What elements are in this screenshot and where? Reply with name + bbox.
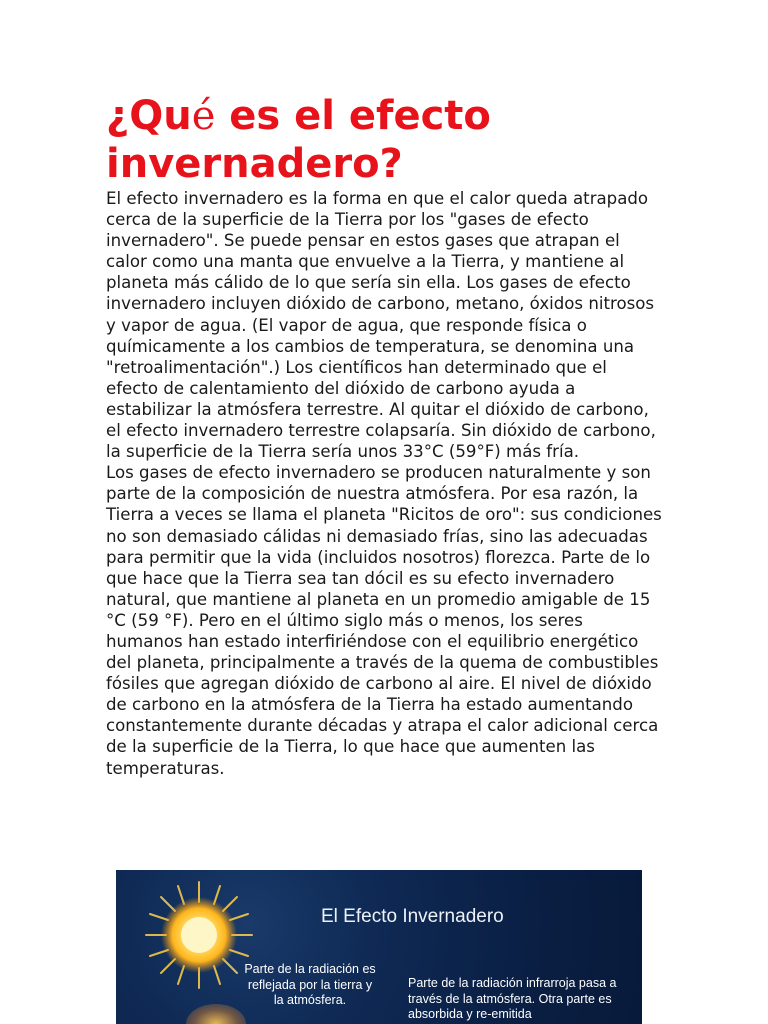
title-part-2: é [191, 93, 216, 139]
figure-caption-reflected: Parte de la radiación es reflejada por la tierra y la atmósfera. [244, 962, 376, 1007]
paragraph-2: Los gases de efecto invernadero se producen naturalmente y son parte de la composición de nuestra atmósfera. Por esa razón, la Tierra a veces se llama el planeta "Ricitos de oro": sus condiciones no son demasiado cálidas ni demasiado frías, sino las adecuadas para permitir que la vida (incluidos nosotros) florezca. Parte de lo que hace que la Tierra sea tan dócil es su efecto invernadero natural, que mantiene al planeta en un promedio amigable de 15 °C (59 °F). Pero en el último siglo más o menos, los seres humanos han estado interfiriéndose con el equilibrio energético del planeta, principalmente a través de la quema de combustibles fósiles que agregan dióxido de carbono al aire. El nivel de dióxido de carbono en la atmósfera de la Tierra ha estado aumentando constantemente durante décadas y atrapa el calor adicional cerca de la superficie de la Tierra, lo que hace que aumenten las temperaturas. [106, 463, 662, 778]
figure-caption-infrared: Parte de la radiación infrarroja pasa a través de la atmósfera. Otra parte es absorbida y re-emitida [408, 976, 617, 1021]
page-title [106, 92, 666, 188]
greenhouse-effect-figure [116, 870, 642, 1024]
paragraph-1: El efecto invernadero es la forma en que el calor queda atrapado cerca de la superficie de la Tierra por los "gases de efecto invernadero". Se puede pensar en estos gases que atrapan el calor como una manta que envuelve a la Tierra, y mantiene al planeta más cálido de lo que sería sin ella. Los gases de efecto invernadero incluyen dióxido de carbono, metano, óxidos nitrosos y vapor de agua. (El vapor de agua, que responde física o químicamente a los cambios de temperatura, se denomina una "retroalimentación".) Los científicos han determinado que el efecto de calentamiento del dióxido de carbono ayuda a estabilizar la atmósfera terrestre. Al quitar el dióxido de carbono, el efecto invernadero terrestre colapsaría. Sin dióxido de carbono, la superficie de la Tierra sería unos 33°C (59°F) más fría. [106, 189, 656, 462]
earth-glow [186, 1004, 246, 1024]
sun-icon [144, 880, 254, 990]
title-part-1: ¿Qu [106, 93, 192, 139]
figure-title: El Efecto Invernadero [321, 906, 504, 927]
title-part-3: es el efecto invernadero? [106, 93, 491, 187]
article-body [106, 188, 662, 779]
